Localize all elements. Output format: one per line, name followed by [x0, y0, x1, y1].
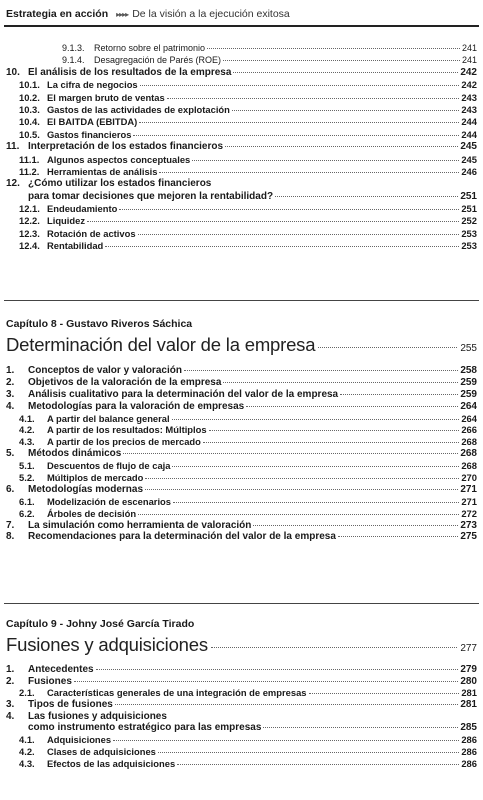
entry-number: 6.1. — [19, 495, 35, 507]
leader-dots — [192, 160, 459, 161]
entry-page: 243 — [461, 103, 477, 115]
entry-page: 264 — [461, 412, 477, 424]
entry-title: Objetivos de la valoración de la empresa — [28, 376, 222, 388]
toc-entry[interactable] — [6, 167, 477, 178]
entry-number: 9.1.4. — [62, 55, 85, 66]
entry-title: Recomendaciones para la determinación del valor de la empresa — [28, 531, 336, 543]
entry-title: Características generales de una integración de empresas — [47, 687, 307, 699]
toc-entry[interactable] — [6, 723, 477, 734]
leader-dots — [275, 196, 458, 197]
entry-number: 6.2. — [19, 507, 35, 519]
leader-dots — [203, 442, 459, 443]
toc-entry[interactable] — [6, 461, 477, 472]
toc-entry[interactable] — [6, 425, 477, 436]
leader-dots — [139, 122, 459, 123]
leader-dots — [145, 489, 458, 490]
leader-dots — [232, 110, 459, 111]
entry-number: 10.5. — [19, 128, 40, 140]
toc-entry[interactable] — [6, 712, 477, 723]
entry-number: 3. — [6, 699, 15, 711]
leader-dots — [119, 209, 459, 210]
entry-number: 1. — [6, 664, 15, 675]
entry-page: 286 — [461, 745, 477, 757]
toc-entry[interactable] — [6, 521, 477, 532]
toc-entry[interactable] — [6, 700, 477, 711]
chapter9-title: Fusiones y adquisiciones — [6, 634, 208, 655]
entry-title: Herramientas de análisis — [47, 165, 158, 177]
entry-page: 268 — [460, 448, 477, 460]
toc-entry[interactable] — [6, 449, 477, 460]
chapter8-title-row[interactable] — [6, 334, 477, 356]
entry-page: 245 — [461, 153, 477, 165]
entry-number: 3. — [6, 388, 15, 400]
leader-dots — [309, 693, 460, 694]
leader-dots — [173, 502, 459, 503]
leader-dots — [159, 172, 459, 173]
toc-entry[interactable] — [6, 473, 477, 484]
entry-page: 243 — [461, 91, 477, 103]
leader-dots — [225, 146, 458, 147]
entry-page: 270 — [461, 472, 477, 484]
entry-title: A partir del balance general — [47, 412, 170, 424]
leader-dots — [253, 525, 458, 526]
toc-entry[interactable] — [6, 414, 477, 425]
toc-entry[interactable] — [6, 497, 477, 508]
entry-title: Modelización de escenarios — [47, 495, 171, 507]
toc-entry[interactable] — [6, 80, 477, 91]
toc-entry[interactable] — [6, 366, 477, 377]
leader-dots — [223, 60, 460, 61]
leader-dots — [105, 246, 459, 247]
entry-page: 271 — [461, 495, 477, 507]
leader-dots — [177, 764, 459, 765]
leader-dots — [113, 740, 459, 741]
chapter8-label: Capítulo 8 - Gustavo Riveros Sáchica — [6, 318, 193, 330]
entry-number: 8. — [6, 531, 15, 543]
entry-title: Antecedentes — [28, 664, 94, 675]
toc-entry[interactable] — [6, 378, 477, 389]
entry-title: Metodologías para la valoración de empresas — [28, 400, 245, 412]
entry-title: Análisis cualitativo para la determinación del valor de la empresa — [28, 388, 339, 400]
toc-entry[interactable] — [6, 117, 477, 128]
leader-dots — [263, 727, 458, 728]
entry-page: 251 — [461, 203, 477, 215]
entry-page: 286 — [461, 734, 477, 746]
leader-dots — [145, 478, 459, 479]
entry-title: Retorno sobre el patrimonio — [94, 43, 206, 53]
entry-number: 11.2. — [19, 165, 40, 177]
entry-number: 12.4. — [19, 240, 40, 252]
chapter9-rule — [4, 603, 479, 604]
leader-dots — [138, 234, 460, 235]
toc-entry[interactable] — [6, 68, 477, 79]
entry-title: Gastos de las actividades de explotación — [47, 103, 230, 115]
toc-entry[interactable] — [6, 105, 477, 116]
toc-entry[interactable] — [6, 735, 477, 746]
entry-title: Rotación de activos — [47, 227, 136, 239]
leader-dots — [211, 647, 457, 648]
entry-page: 281 — [461, 687, 477, 699]
entry-title: Efectos de las adquisiciones — [47, 757, 176, 769]
entry-title: A partir de los resultados: Múltiplos — [47, 424, 207, 436]
chapter9-page: 277 — [460, 643, 477, 654]
leader-dots — [209, 430, 460, 431]
entry-number: 5. — [6, 448, 15, 460]
entry-page: 242 — [460, 66, 477, 78]
entry-number: 6. — [6, 483, 15, 495]
chapter8-entries — [6, 366, 477, 544]
entry-number: 4. — [6, 710, 15, 722]
toc-continuation — [6, 43, 477, 254]
entry-number: 4. — [6, 400, 15, 412]
entry-number: 4.1. — [19, 734, 35, 746]
toc-entry[interactable] — [6, 192, 477, 203]
entry-title: Árboles de decisión — [47, 507, 137, 519]
entry-title: Métodos dinámicos — [28, 448, 122, 460]
toc-entry[interactable] — [6, 204, 477, 215]
entry-title: Fusiones — [28, 675, 72, 687]
entry-title: Liquidez — [47, 215, 86, 227]
entry-page: 286 — [461, 757, 477, 769]
entry-title: Endeudamiento — [47, 203, 118, 215]
entry-page: 264 — [460, 400, 477, 412]
toc-entry[interactable] — [6, 142, 477, 153]
chapter8-rule — [4, 300, 479, 301]
toc-entry[interactable] — [6, 55, 477, 66]
chapter8-title: Determinación del valor de la empresa — [6, 334, 316, 355]
entry-page: 266 — [461, 424, 477, 436]
entry-page: 281 — [460, 699, 477, 711]
leader-dots — [158, 752, 459, 753]
entry-page: 259 — [460, 376, 477, 388]
entry-number: 12.1. — [19, 203, 40, 215]
entry-number: 11.1. — [19, 153, 40, 165]
entry-number: 2. — [6, 376, 15, 388]
entry-number: 5.2. — [19, 472, 35, 484]
chapter8-page: 255 — [460, 343, 477, 354]
entry-title: Gastos financieros — [47, 128, 132, 140]
toc-entry[interactable] — [6, 229, 477, 240]
entry-number: 12. — [6, 178, 20, 190]
leader-dots — [74, 681, 458, 682]
entry-number: 2. — [6, 675, 15, 687]
toc-entry[interactable] — [6, 665, 477, 676]
entry-page: 253 — [461, 240, 477, 252]
chapter9-entries — [6, 665, 477, 770]
toc-entry[interactable] — [6, 130, 477, 141]
entry-number: 1. — [6, 365, 15, 376]
entry-title: Interpretación de los estados financieros — [28, 141, 224, 153]
entry-title: ¿Cómo utilizar los estados financieros — [28, 178, 212, 190]
entry-page: 272 — [461, 507, 477, 519]
leader-dots — [246, 406, 458, 407]
entry-number: 5.1. — [19, 460, 35, 472]
leader-dots — [223, 382, 458, 383]
entry-page: 242 — [461, 79, 477, 91]
leader-dots — [233, 72, 458, 73]
toc-entry[interactable] — [6, 485, 477, 496]
entry-number: 4.2. — [19, 424, 35, 436]
entry-number: 10.1. — [19, 79, 40, 91]
leader-dots — [140, 85, 460, 86]
entry-title: Metodologías modernas — [28, 483, 144, 495]
entry-page: 271 — [460, 483, 477, 495]
entry-title: El margen bruto de ventas — [47, 91, 165, 103]
chapter9-title-row[interactable] — [6, 634, 477, 656]
toc-entry[interactable] — [6, 688, 477, 699]
toc-entry[interactable] — [6, 216, 477, 227]
entry-title: Algunos aspectos conceptuales — [47, 153, 191, 165]
entry-page: 285 — [460, 722, 477, 734]
entry-number: 4.1. — [19, 412, 35, 424]
entry-number: 9.1.3. — [62, 43, 85, 53]
entry-number: 4.3. — [19, 436, 35, 448]
entry-title: Clases de adquisiciones — [47, 745, 156, 757]
entry-number: 11. — [6, 141, 20, 153]
leader-dots — [172, 419, 460, 420]
entry-page: 245 — [460, 141, 477, 153]
toc-entry[interactable] — [6, 747, 477, 758]
leader-dots — [340, 394, 458, 395]
entry-page: 244 — [461, 116, 477, 128]
entry-page: 280 — [460, 675, 477, 687]
arrows-icon: ▸▸▸▸ — [116, 9, 129, 19]
entry-number: 7. — [6, 519, 15, 531]
book-subtitle: De la visión a la ejecución exitosa — [132, 8, 290, 20]
entry-number: 12.3. — [19, 227, 40, 239]
entry-title: La simulación como herramienta de valoración — [28, 519, 252, 531]
toc-entry[interactable] — [6, 437, 477, 448]
leader-dots — [123, 453, 458, 454]
entry-title: El análisis de los resultados de la empresa — [28, 66, 232, 78]
entry-page: 246 — [461, 165, 477, 177]
entry-title: Rentabilidad — [47, 240, 104, 252]
entry-page: 273 — [460, 519, 477, 531]
chapter9-label: Capítulo 9 - Johny José García Tirado — [6, 618, 195, 630]
entry-title: El BAITDA (EBITDA) — [47, 116, 138, 128]
leader-dots — [184, 370, 458, 371]
entry-title: Múltiplos de mercado — [47, 472, 144, 484]
entry-number: 10.2. — [19, 91, 40, 103]
entry-number: 10.4. — [19, 116, 40, 128]
entry-number: 4.2. — [19, 745, 35, 757]
toc-entry[interactable] — [6, 759, 477, 770]
book-title: Estrategia en acción — [6, 8, 109, 20]
entry-page: 259 — [460, 388, 477, 400]
entry-title: Las fusiones y adquisiciones — [28, 710, 167, 722]
entry-number: 12.2. — [19, 215, 40, 227]
leader-dots — [87, 221, 459, 222]
entry-page: 253 — [461, 227, 477, 239]
entry-title: La cifra de negocios — [47, 79, 138, 91]
toc-entry[interactable] — [6, 509, 477, 520]
entry-title: para tomar decisiones que mejoren la rentabilidad? — [28, 190, 274, 202]
toc-entry[interactable] — [6, 532, 477, 543]
leader-dots — [318, 347, 457, 348]
leader-dots — [172, 466, 459, 467]
entry-page: 241 — [461, 55, 477, 66]
toc-entry[interactable] — [6, 390, 477, 401]
leader-dots — [207, 48, 460, 49]
toc-entry[interactable] — [6, 155, 477, 166]
toc-entry[interactable] — [6, 93, 477, 104]
entry-title: como instrumento estratégico para las empresas — [28, 722, 262, 734]
entry-number: 10. — [6, 66, 20, 78]
entry-title: Tipos de fusiones — [28, 699, 113, 711]
entry-page: 268 — [461, 460, 477, 472]
toc-entry[interactable] — [6, 43, 477, 54]
entry-page: 244 — [461, 128, 477, 140]
leader-dots — [338, 536, 458, 537]
entry-title: Descuentos de flujo de caja — [47, 460, 171, 472]
entry-number: 10.3. — [19, 103, 40, 115]
entry-number: 4.3. — [19, 757, 35, 769]
toc-entry[interactable] — [6, 402, 477, 413]
leader-dots — [167, 98, 460, 99]
entry-title: Desagregación de Parés (ROE) — [94, 55, 222, 66]
toc-entry[interactable] — [6, 179, 477, 190]
toc-entry[interactable] — [6, 677, 477, 688]
entry-title: Conceptos de valor y valoración — [28, 365, 182, 376]
header-rule — [4, 25, 479, 27]
entry-number: 2.1. — [19, 687, 35, 699]
entry-title: A partir de los precios de mercado — [47, 436, 201, 448]
toc-entry[interactable] — [6, 241, 477, 252]
leader-dots — [133, 135, 459, 136]
leader-dots — [115, 704, 458, 705]
entry-page: 252 — [461, 215, 477, 227]
running-header — [6, 5, 477, 23]
entry-page: 241 — [461, 43, 477, 53]
leader-dots — [138, 514, 459, 515]
entry-title: Adquisiciones — [47, 734, 112, 746]
entry-page: 279 — [460, 664, 477, 675]
entry-page: 268 — [461, 436, 477, 448]
entry-page: 258 — [460, 365, 477, 376]
entry-page: 251 — [460, 190, 477, 202]
entry-page: 275 — [460, 531, 477, 543]
leader-dots — [96, 669, 459, 670]
